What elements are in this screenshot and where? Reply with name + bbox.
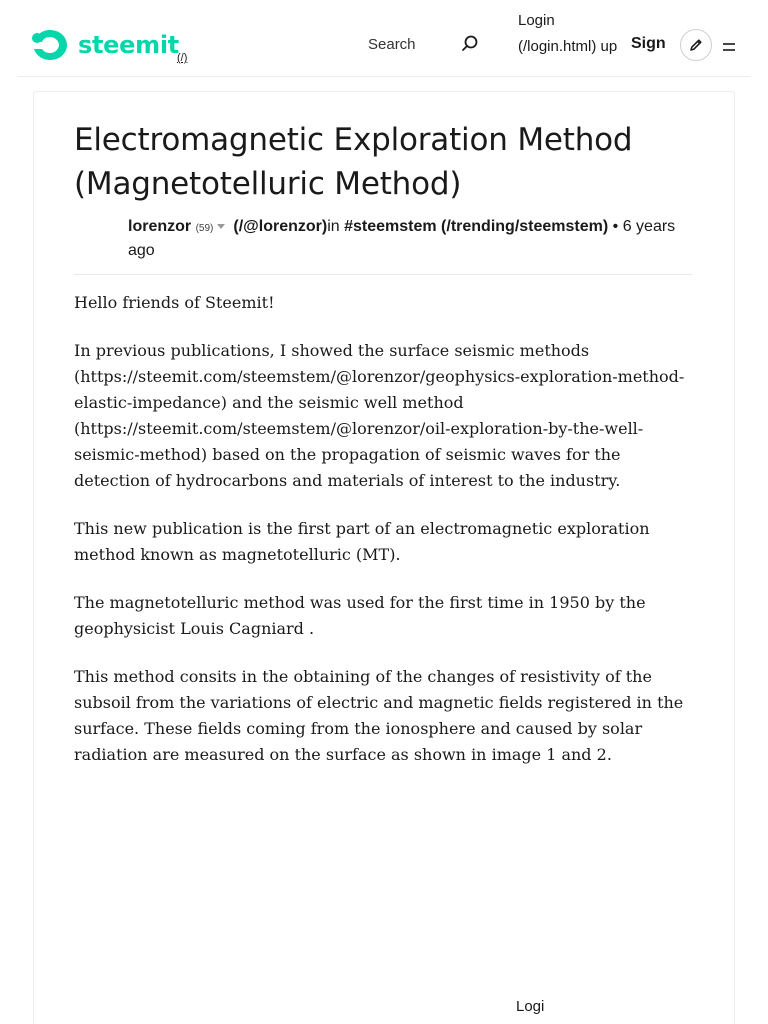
post-paragraph: In previous publications, I showed the surface seismic methods (https://steemit.com/steemstem/@lorenzor/geophysics-exploration-method-elastic-impedance) and the seismic well method (https://steemit.com/steemstem/@lorenzor/oil-exploration-by-the-well-seismic-method) based on the propagation of seismic waves for the detection of hydrocarbons and materials of interest to the industry. <box>74 341 685 490</box>
post-paragraph: This method consits in the obtaining of the changes of resistivity of the subsoil from the variations of electric and magnetic fields registered in the surface. These fields coming from the ionosphere and caused by solar radiation are measured on the surface as shown in image 1 and 2. <box>74 667 684 764</box>
author-dropdown-caret-icon[interactable] <box>217 224 225 229</box>
in-text: in <box>327 218 340 235</box>
community-link[interactable]: #steemstem (/trending/steemstem) <box>344 218 609 235</box>
post-time: • 6 years ago <box>128 218 676 259</box>
post-title: Electromagnetic Exploration Method (Magnetotelluric Method) <box>74 122 633 202</box>
search-icon[interactable] <box>460 34 480 54</box>
login-link[interactable]: Login (/login.html) up <box>518 12 618 55</box>
hamburger-menu-icon[interactable] <box>721 40 737 54</box>
post-body <box>74 290 694 790</box>
search-label[interactable]: Search <box>368 36 416 53</box>
home-link[interactable]: (/) <box>177 52 188 64</box>
post-paragraph: The magnetotelluric method was used for the first time in 1950 by the geophysicist Louis Cagniard . <box>74 593 646 638</box>
site-header <box>0 0 768 92</box>
post-paragraph: This new publication is the first part of an electromagnetic exploration method known as magnetotelluric (MT). <box>74 519 650 564</box>
author-name[interactable]: lorenzor <box>128 218 192 235</box>
steemit-logo-icon <box>30 27 70 63</box>
steemit-logo[interactable] <box>30 27 179 63</box>
post-paragraph: Hello friends of Steemit! <box>74 293 275 312</box>
author-reputation: (59) <box>195 223 214 234</box>
logo-text: steemit <box>78 31 179 59</box>
byline-divider <box>74 274 692 275</box>
pencil-icon <box>688 37 704 53</box>
write-post-button[interactable] <box>680 29 712 61</box>
signup-button[interactable]: Sign <box>631 35 666 52</box>
cutoff-text: Logi <box>516 998 545 1015</box>
author-link[interactable]: (/@lorenzor) <box>233 218 328 235</box>
post-byline <box>128 216 688 262</box>
header-divider <box>18 76 750 77</box>
